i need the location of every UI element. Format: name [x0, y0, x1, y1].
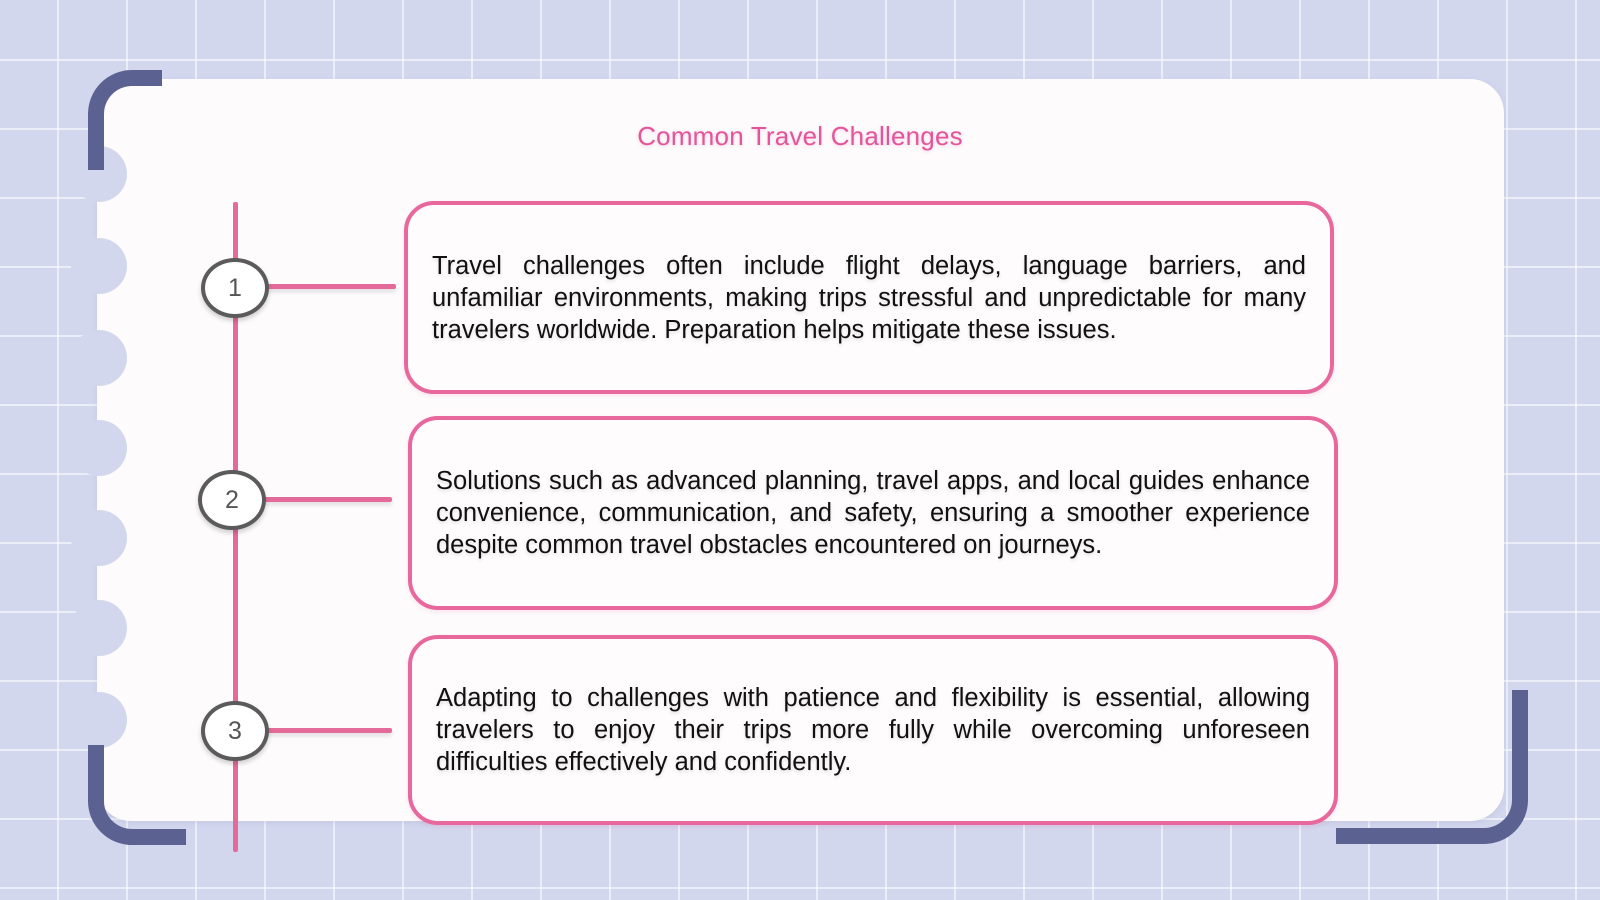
paper-scallop	[71, 420, 127, 476]
timeline-marker-1	[201, 258, 269, 318]
marker-number: 2	[225, 485, 239, 514]
paper-scallop	[71, 692, 127, 748]
paper-scallop	[71, 330, 127, 386]
card-text: Adapting to challenges with patience and flexibility is essential, allowing travelers to enjoy their trips more fully while overcoming unforeseen difficulties effectively and confidently.	[436, 684, 1310, 776]
timeline-connector-3	[266, 728, 392, 733]
challenge-card-1	[404, 201, 1334, 394]
corner-bracket-bottom-left	[88, 745, 186, 845]
timeline-marker-2	[198, 470, 266, 530]
challenge-card-3	[408, 635, 1338, 825]
marker-number: 1	[228, 273, 242, 302]
card-text: Solutions such as advanced planning, travel apps, and local guides enhance convenience, communication, and safety, ensuring a smoother experience despite common travel obstacles encountered on journeys.	[436, 467, 1310, 559]
slide-title: Common Travel Challenges	[637, 121, 963, 151]
paper-scallop	[71, 600, 127, 656]
timeline-connector-1	[266, 284, 396, 289]
corner-bracket-top-left	[88, 70, 162, 170]
card-text: Travel challenges often include flight delays, language barriers, and unfamiliar environments, making trips stressful and unpredictable for many travelers worldwide. Preparation helps mitigate these issues.	[432, 251, 1306, 344]
corner-bracket-bottom-right	[1336, 690, 1528, 844]
timeline-connector-2	[263, 497, 392, 502]
challenge-card-2	[408, 416, 1338, 610]
paper-scallop	[71, 238, 127, 294]
paper-scallop	[71, 510, 127, 566]
timeline-marker-3	[201, 701, 269, 761]
marker-number: 3	[228, 716, 242, 745]
